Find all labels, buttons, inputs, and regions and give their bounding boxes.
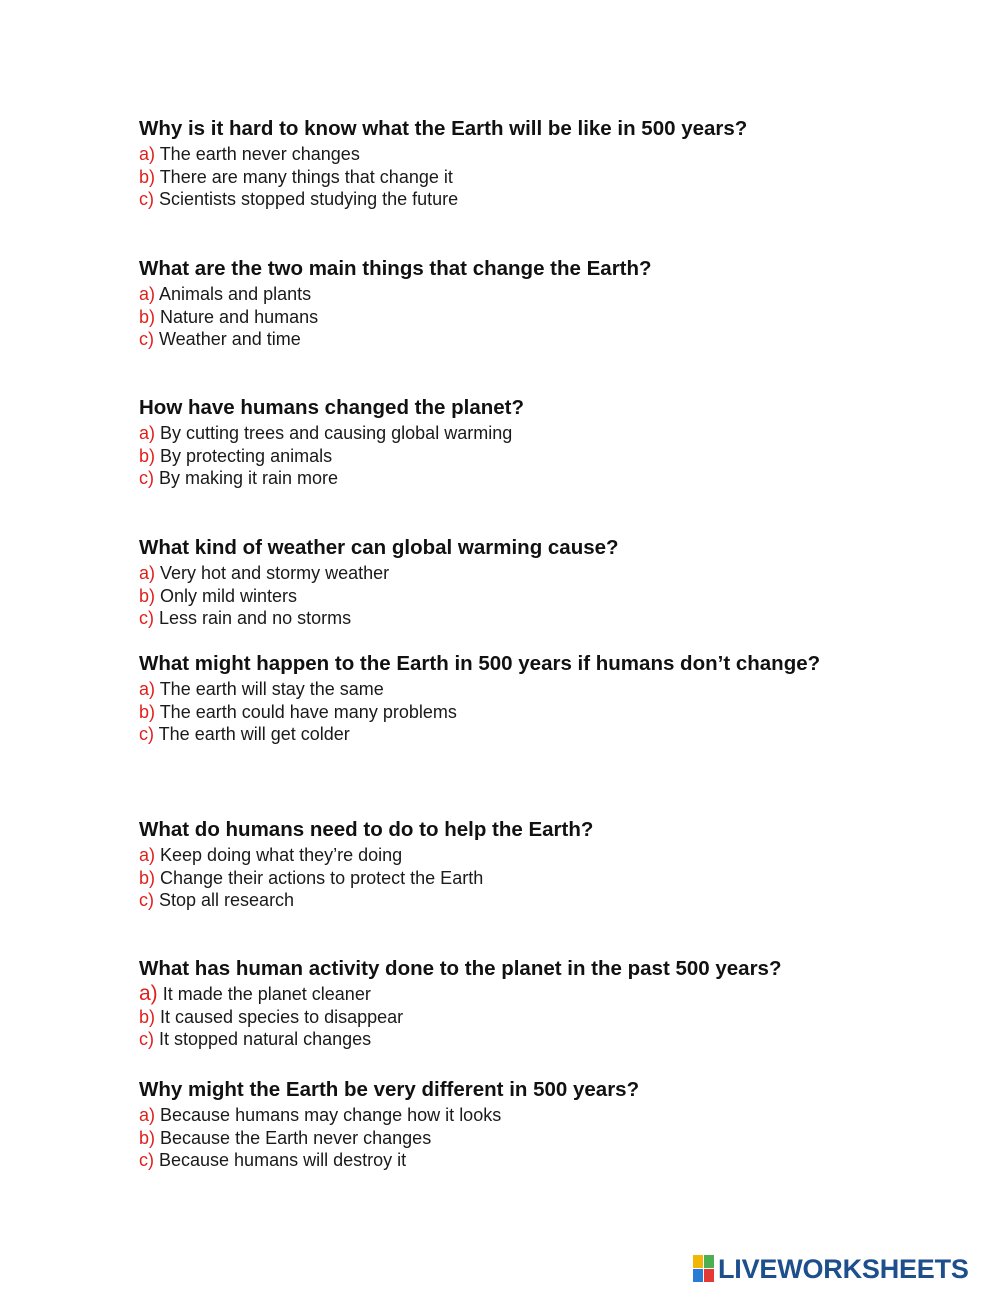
logo-text: LIVEWORKSHEETS bbox=[718, 1254, 969, 1284]
question-title: How have humans changed the planet? bbox=[139, 396, 525, 419]
option-letter: b) bbox=[139, 701, 156, 722]
option-text: By cutting trees and causing global warming bbox=[155, 423, 513, 443]
answer-option[interactable] bbox=[139, 283, 879, 306]
option-letter: b) bbox=[139, 1006, 156, 1027]
option-text: Stop all research bbox=[154, 890, 295, 910]
option-text: Scientists stopped studying the future bbox=[154, 189, 459, 209]
option-letter: a) bbox=[139, 679, 156, 699]
option-letter: a) bbox=[139, 1105, 156, 1125]
answer-option[interactable] bbox=[139, 166, 879, 189]
option-text: The earth will stay the same bbox=[155, 679, 384, 699]
option-letter: a) bbox=[139, 144, 156, 164]
option-text: Change their actions to protect the Earth bbox=[155, 867, 484, 888]
option-letter: a) bbox=[139, 982, 158, 1005]
answer-option[interactable] bbox=[139, 678, 879, 701]
question-title: What has human activity done to the planet in the past 500 years? bbox=[139, 957, 782, 980]
option-text: Because humans may change how it looks bbox=[155, 1105, 502, 1125]
answer-option[interactable] bbox=[139, 607, 879, 630]
question-block bbox=[139, 395, 879, 490]
option-text: Very hot and stormy weather bbox=[155, 563, 390, 583]
option-letter: b) bbox=[139, 1127, 156, 1148]
answer-option[interactable] bbox=[139, 1149, 879, 1172]
answer-option[interactable] bbox=[139, 701, 879, 724]
option-letter: a) bbox=[139, 284, 156, 304]
option-letter: a) bbox=[139, 845, 156, 865]
question-block bbox=[139, 116, 879, 211]
answer-option[interactable] bbox=[139, 867, 879, 890]
option-text: Only mild winters bbox=[155, 585, 298, 606]
option-letter: b) bbox=[139, 166, 156, 187]
liveworksheets-logo bbox=[693, 1254, 988, 1284]
answer-option[interactable] bbox=[139, 1104, 879, 1127]
option-text: The earth will get colder bbox=[154, 724, 350, 744]
option-letter: c) bbox=[139, 468, 154, 488]
answer-option[interactable] bbox=[139, 328, 879, 351]
question-block bbox=[139, 956, 879, 1051]
answer-option[interactable] bbox=[139, 1006, 879, 1029]
answer-option[interactable] bbox=[139, 445, 879, 468]
answer-option[interactable] bbox=[139, 889, 879, 912]
option-letter: c) bbox=[139, 724, 154, 744]
question-title: Why is it hard to know what the Earth will be like in 500 years? bbox=[139, 117, 748, 140]
question-title: What are the two main things that change the Earth? bbox=[139, 257, 652, 280]
option-letter: c) bbox=[139, 1150, 154, 1170]
question-title: What kind of weather can global warming cause? bbox=[139, 536, 619, 559]
question-title: What do humans need to do to help the Earth? bbox=[139, 818, 594, 841]
question-title: Why might the Earth be very different in 500 years? bbox=[139, 1078, 640, 1101]
option-text: It caused species to disappear bbox=[155, 1006, 404, 1027]
option-text: It stopped natural changes bbox=[154, 1029, 372, 1049]
answer-option[interactable] bbox=[139, 143, 879, 166]
answer-option[interactable] bbox=[139, 562, 879, 585]
option-text: Nature and humans bbox=[155, 306, 319, 327]
option-letter: b) bbox=[139, 867, 156, 888]
option-text: The earth never changes bbox=[155, 144, 360, 164]
answer-option[interactable] bbox=[139, 585, 879, 608]
liveworksheets-logo-icon bbox=[693, 1255, 715, 1283]
option-text: Because the Earth never changes bbox=[155, 1127, 432, 1148]
option-text: Because humans will destroy it bbox=[154, 1150, 407, 1170]
option-text: There are many things that change it bbox=[155, 166, 453, 187]
question-block bbox=[139, 256, 879, 351]
answer-option[interactable] bbox=[139, 723, 879, 746]
question-block bbox=[139, 651, 879, 746]
answer-option[interactable] bbox=[139, 188, 879, 211]
option-letter: c) bbox=[139, 189, 154, 209]
option-letter: b) bbox=[139, 585, 156, 606]
question-block bbox=[139, 535, 879, 630]
answer-option[interactable] bbox=[139, 467, 879, 490]
option-text: The earth could have many problems bbox=[155, 701, 457, 722]
option-letter: c) bbox=[139, 608, 154, 628]
option-letter: b) bbox=[139, 306, 156, 327]
option-text: Keep doing what they’re doing bbox=[155, 845, 403, 865]
option-text: By protecting animals bbox=[155, 445, 333, 466]
option-letter: c) bbox=[139, 1029, 154, 1049]
option-text: Less rain and no storms bbox=[154, 608, 352, 628]
answer-option[interactable] bbox=[139, 422, 879, 445]
option-text: It made the planet cleaner bbox=[157, 984, 371, 1004]
answer-option[interactable] bbox=[139, 1127, 879, 1150]
option-letter: a) bbox=[139, 423, 156, 443]
question-block bbox=[139, 817, 879, 912]
option-letter: b) bbox=[139, 445, 156, 466]
answer-option[interactable] bbox=[139, 1028, 879, 1051]
question-title: What might happen to the Earth in 500 years if humans don’t change? bbox=[139, 652, 821, 675]
option-text: Animals and plants bbox=[155, 284, 312, 304]
option-text: Weather and time bbox=[154, 329, 301, 349]
answer-option[interactable] bbox=[139, 306, 879, 329]
answer-option[interactable] bbox=[139, 844, 879, 867]
option-text: By making it rain more bbox=[154, 468, 339, 488]
question-block bbox=[139, 1077, 879, 1172]
option-letter: a) bbox=[139, 563, 156, 583]
option-letter: c) bbox=[139, 329, 154, 349]
answer-option[interactable] bbox=[139, 983, 879, 1006]
option-letter: c) bbox=[139, 890, 154, 910]
